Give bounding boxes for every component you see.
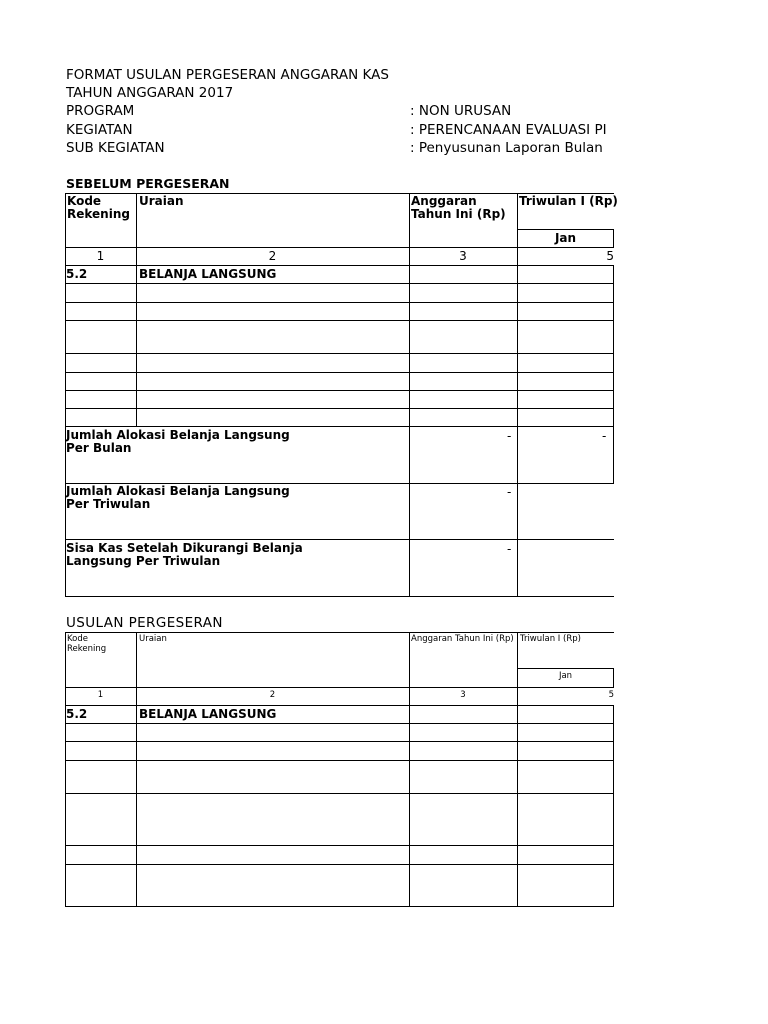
col-uraian-usulan: Uraian (139, 634, 167, 644)
fiscal-year: TAHUN ANGGARAN 2017 (66, 85, 234, 101)
kegiatan-label: KEGIATAN (66, 122, 133, 138)
col-number-3: 3 (459, 249, 467, 263)
col-anggaran-usulan: Anggaran Tahun Ini (Rp) (411, 634, 514, 644)
document-title: FORMAT USULAN PERGESERAN ANGGARAN KAS (66, 67, 389, 83)
col-uraian: Uraian (139, 194, 184, 208)
section-before-title: SEBELUM PERGESERAN (66, 176, 230, 191)
sisa-kas-label: Sisa Kas Setelah Dikurangi Belanja Langsung Per Triwulan (66, 541, 303, 568)
col-number-5-usulan: 5 (608, 690, 614, 700)
sum-per-bulan-jan: - (602, 429, 607, 443)
table-usulan (65, 632, 614, 908)
col-anggaran: Anggaran Tahun Ini (Rp) (411, 194, 506, 221)
sum-per-triwulan-label: Jumlah Alokasi Belanja Langsung Per Triwulan (66, 484, 290, 511)
sisa-kas-anggaran: - (507, 542, 512, 556)
sum-per-bulan-label: Jumlah Alokasi Belanja Langsung Per Bulan (66, 428, 290, 455)
sum-per-triwulan-anggaran: - (507, 485, 512, 499)
col-number-3-usulan: 3 (460, 690, 466, 700)
sub-kegiatan-value: : Penyusunan Laporan Bulan (410, 140, 603, 156)
section-usulan-title: USULAN PERGESERAN (66, 615, 223, 631)
col-jan-usulan: Jan (558, 671, 573, 681)
program-value: : NON URUSAN (410, 103, 512, 119)
row-belanja-langsung-usulan: BELANJA LANGSUNG (139, 707, 277, 721)
col-number-2: 2 (268, 249, 277, 263)
table-before (65, 193, 618, 597)
sum-per-bulan-anggaran: - (507, 429, 512, 443)
program-label: PROGRAM (66, 103, 135, 119)
sub-kegiatan-label: SUB KEGIATAN (66, 140, 165, 156)
col-number-5: 5 (606, 249, 614, 263)
col-jan: Jan (554, 231, 577, 245)
col-triwulan-usulan: Triwulan I (Rp) (520, 634, 581, 644)
col-triwulan: Triwulan I (Rp) (519, 194, 618, 208)
row-kode-5-2: 5.2 (66, 267, 88, 281)
row-belanja-langsung: BELANJA LANGSUNG (139, 267, 277, 281)
col-number-1: 1 (96, 249, 105, 263)
col-kode-rekening: Kode Rekening (67, 194, 130, 221)
col-number-1-usulan: 1 (97, 690, 104, 700)
row-kode-5-2-usulan: 5.2 (66, 707, 88, 721)
kegiatan-value: : PERENCANAAN EVALUASI PI (410, 122, 607, 138)
col-kode-rekening-usulan: Kode Rekening (67, 634, 107, 654)
col-number-2-usulan: 2 (269, 690, 276, 700)
